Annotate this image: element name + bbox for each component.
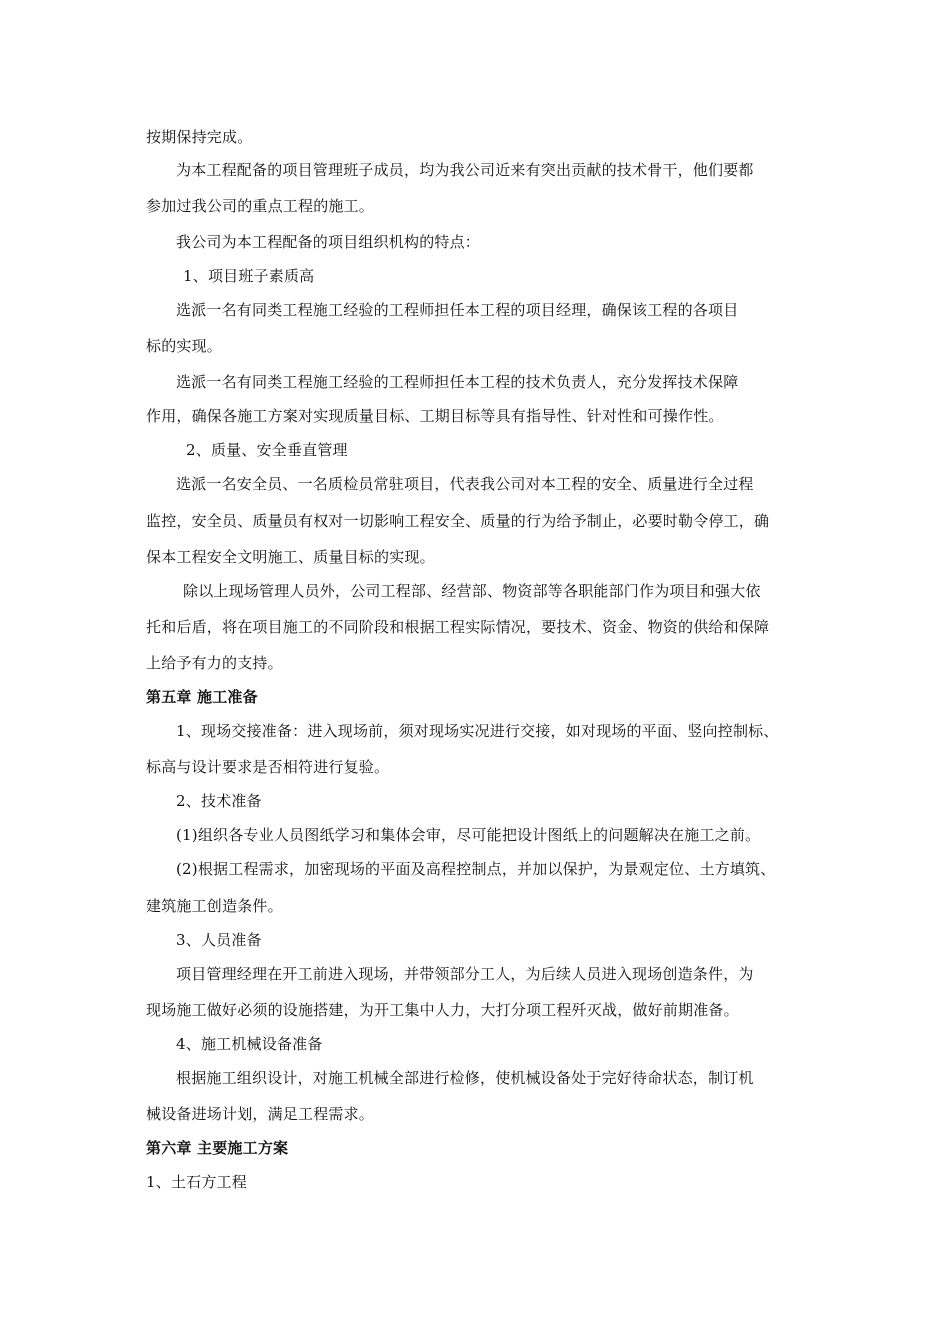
text-line: 除以上现场管理人员外，公司工程部、经营部、物资部等各职能部门作为项目和强大依 <box>183 582 761 600</box>
list-item-heading: 1、项目班子素质高 <box>183 267 315 285</box>
text-line: 项目管理经理在开工前进入现场，并带领部分工人，为后续人员进入现场创造条件，为 <box>176 965 754 983</box>
text-line: 托和后盾，将在项目施工的不同阶段和根据工程实际情况，要技术、资金、物资的供给和保障 <box>146 618 770 636</box>
text-line: 选派一名有同类工程施工经验的工程师担任本工程的技术负责人，充分发挥技术保障 <box>176 373 739 391</box>
text-line: 建筑施工创造条件。 <box>146 897 283 915</box>
chapter-heading: 第六章 主要施工方案 <box>146 1139 289 1157</box>
text-line: 上给予有力的支持。 <box>146 654 283 672</box>
text-line: 标高与设计要求是否相符进行复验。 <box>146 758 390 776</box>
text-line: 械设备进场计划，满足工程需求。 <box>146 1105 375 1123</box>
text-line: 标的实现。 <box>146 337 223 355</box>
text-line: 现场施工做好必须的设施搭建，为开工集中人力，大打分项工程歼灭战，做好前期准备。 <box>146 1001 739 1019</box>
text-line: 选派一名安全员、一名质检员常驻项目，代表我公司对本工程的安全、质量进行全过程 <box>176 475 754 493</box>
text-line: 根据施工组织设计，对施工机械全部进行检修，使机械设备处于完好待命状态，制订机 <box>176 1069 754 1087</box>
section-heading: 1、土石方工程 <box>146 1173 247 1191</box>
text-line: 为本工程配备的项目管理班子成员，均为我公司近来有突出贡献的技术骨干，他们要都 <box>176 161 754 179</box>
list-item-heading: 2、质量、安全垂直管理 <box>186 441 348 459</box>
chapter-heading: 第五章 施工准备 <box>146 688 258 706</box>
text-line: 保本工程安全文明施工、质量目标的实现。 <box>146 548 435 566</box>
text-line: (2)根据工程需求，加密现场的平面及高程控制点，并加以保护，为景观定位、土方填筑、 <box>176 860 776 878</box>
list-item-heading: 2、技术准备 <box>176 792 262 810</box>
list-item-heading: 4、施工机械设备准备 <box>176 1035 323 1053</box>
text-line: 按期保持完成。 <box>146 128 253 146</box>
text-line: 参加过我公司的重点工程的施工。 <box>146 197 375 215</box>
text-line: 作用，确保各施工方案对实现质量目标、工期目标等具有指导性、针对性和可操作性。 <box>146 407 724 425</box>
text-line: 选派一名有同类工程施工经验的工程师担任本工程的项目经理，确保该工程的各项目 <box>176 301 739 319</box>
text-line: 我公司为本工程配备的项目组织机构的特点： <box>176 233 481 251</box>
text-line: 监控，安全员、质量员有权对一切影响工程安全、质量的行为给予制止，必要时勒令停工，确 <box>146 512 770 530</box>
list-item-heading: 3、人员准备 <box>176 931 262 949</box>
text-line: (1)组织各专业人员图纸学习和集体会审，尽可能把设计图纸上的问题解决在施工之前。 <box>176 826 761 844</box>
text-line: 1、现场交接准备：进入现场前，须对现场实况进行交接，如对现场的平面、竖向控制标、 <box>176 722 779 740</box>
